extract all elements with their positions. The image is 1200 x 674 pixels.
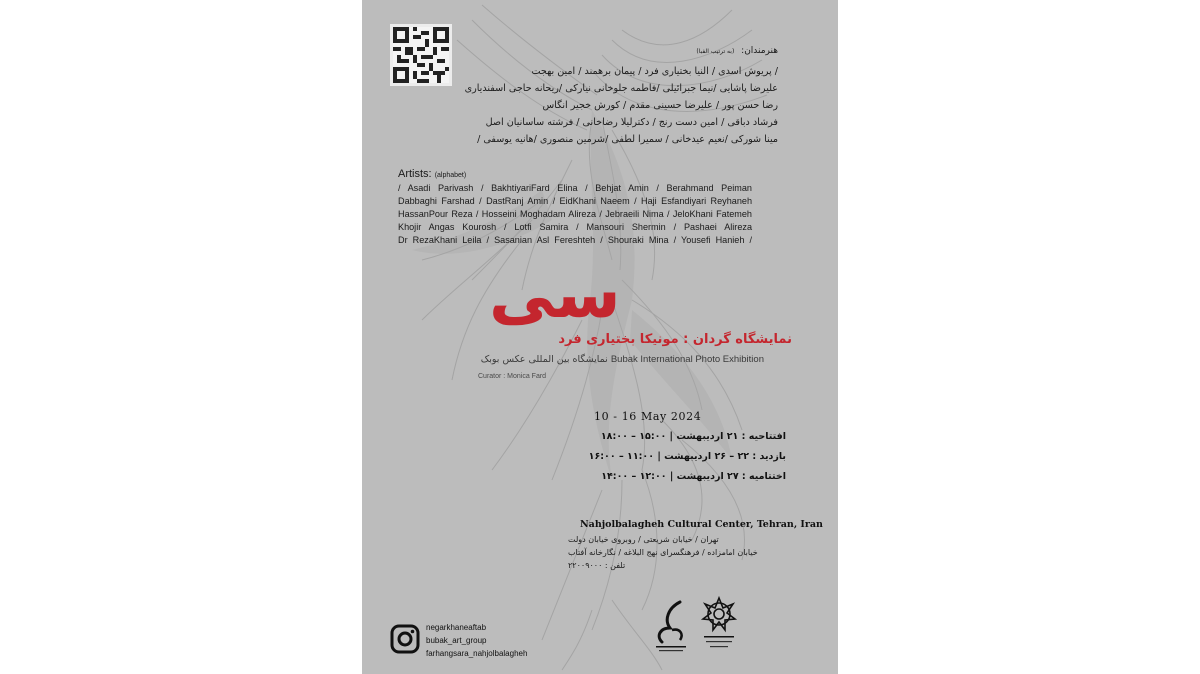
exhibition-dates: 10 - 16 May 2024	[594, 410, 702, 423]
artists-fa-line: رضا حسن پور / علیرضا حسینی مقدم / کورش خجیر انگاس	[542, 100, 778, 111]
address-line: تهران / خیابان شریعتی / روبروی خیابان دولت	[568, 535, 719, 544]
qr-code[interactable]	[390, 24, 452, 86]
schedule-visit: بازدید : ۲۲ – ۲۶ اردیبهشت | ۱۱:۰۰ – ۱۶:۰۰	[588, 451, 786, 462]
cultural-center-rosette-logo	[696, 594, 742, 654]
social-handle[interactable]: farhangsara_nahjolbalagheh	[426, 649, 528, 658]
exhibition-name	[481, 354, 764, 365]
bubak-art-group-logo	[650, 598, 692, 656]
exhibition-title-mark: سی	[489, 256, 621, 333]
exhibition-name-en: Bubak International Photo Exhibition	[610, 354, 764, 365]
artists-en-heading	[398, 168, 466, 180]
artists-en-line: Khojir Angas Kourosh / Lotfi Samira / Mansouri Shermin / Pashaei Alireza	[398, 222, 752, 232]
qr-code-icon	[393, 27, 449, 83]
artists-fa-line: علیرضا پاشایی /نیما جبرائیلی /فاطمه جلوخانی نیارکی /ریحانه حاجی اسفندیاری	[464, 83, 778, 94]
artists-fa-line: / پریوش اسدی / النیا بختیاری فرد / پیمان برهمند / امین بهجت	[531, 66, 778, 77]
artists-fa-heading-label: هنرمندان:	[741, 46, 778, 56]
instagram-icon[interactable]	[390, 624, 420, 654]
artists-en-line: Dabbaghi Farshad / DastRanj Amin / EidKhani Naeem / Haji Esfandiyari Reyhaneh	[398, 196, 752, 206]
curator-label: Curator : Monica Fard	[478, 373, 547, 380]
social-handle[interactable]: bubak_art_group	[426, 636, 487, 645]
artists-fa-line: فرشاد دباقی / امین دست رنج / دکترلیلا رضاخانی / فرشته ساسانیان اصل	[485, 117, 778, 128]
artists-en-heading-sub: (alphabet)	[434, 172, 467, 179]
exhibition-poster	[362, 0, 838, 674]
artists-fa-line: مینا شورکی /نعیم عیدخانی / سمیرا لطفی /شرمین منصوری /هانیه یوسفی /	[477, 134, 778, 145]
schedule-closing: اختتامیه : ۲۷ اردیبهشت | ۱۲:۰۰ – ۱۴:۰۰	[601, 471, 786, 482]
artists-fa-heading	[696, 46, 778, 56]
venue-name: Nahjolbalagheh Cultural Center, Tehran, Iran	[580, 519, 823, 530]
artists-en-line: Dr RezaKhani Leila / Sasanian Asl Fereshteh / Shouraki Mina / Yousefi Hanieh /	[398, 235, 752, 245]
artists-en-line: / Asadi Parivash / BakhtiyariFard Elina / Behjat Amin / Berahmand Peiman	[398, 183, 752, 193]
address-line: خیابان امامزاده / فرهنگسرای نهج البلاغه / نگارخانه آفتاب	[568, 548, 758, 557]
artists-en-line: HassanPour Reza / Hosseini Moghadam Alireza / Jebraeili Nima / JeloKhani Fatemeh	[398, 209, 752, 219]
exhibition-subtitle: نمایشگاه گردان : مونیکا بختیاری فرد	[558, 332, 792, 347]
artists-en-heading-label: Artists:	[398, 168, 432, 180]
artists-fa-heading-sub: (به ترتیب الفبا)	[696, 48, 735, 55]
schedule-opening: افتتاحیه : ۲۱ اردیبهشت | ۱۵:۰۰ – ۱۸:۰۰	[600, 431, 786, 442]
phone-line: تلفن : ۲۲۰۰۹۰۰۰	[568, 561, 626, 570]
exhibition-name-fa: نمایشگاه بین المللی عکس بوبک	[480, 354, 608, 365]
social-handle[interactable]: negarkhaneaftab	[426, 623, 487, 632]
